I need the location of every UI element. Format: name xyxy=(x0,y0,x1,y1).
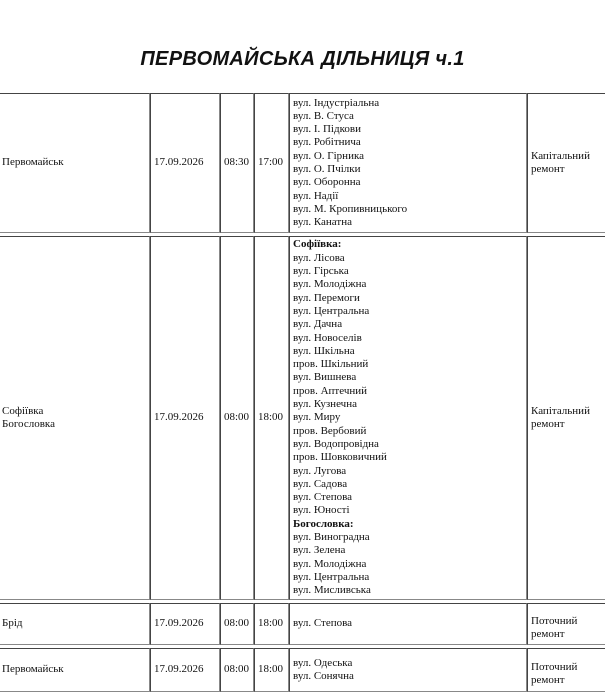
street-item: вул. Оборонна xyxy=(293,176,361,189)
table-row xyxy=(0,236,605,600)
street-item: вул. Вишнева xyxy=(293,371,357,384)
settlement-name: Богословка xyxy=(2,418,55,430)
settlement-name: Брід xyxy=(2,617,23,630)
street-item: вул. Садова xyxy=(293,477,348,490)
street-item: пров. Аптечний xyxy=(293,384,368,397)
settlement-cell xyxy=(0,236,150,600)
streets-cell xyxy=(289,603,527,645)
start-time-cell: 08:00 xyxy=(220,648,254,692)
street-item: вул. Центральна xyxy=(293,570,370,583)
work-type-line: ремонт xyxy=(531,418,565,430)
street-item: вул. Кузнечна xyxy=(293,398,357,411)
street-item: вул. Мисливська xyxy=(293,584,371,597)
work-type-cell xyxy=(527,648,605,692)
end-time-cell: 17:00 xyxy=(254,93,289,233)
street-item: вул. Юності xyxy=(293,504,350,517)
work-type-cell xyxy=(527,236,605,600)
end-time-cell: 18:00 xyxy=(254,236,289,600)
street-item: вул. Сонячна xyxy=(293,670,354,682)
settlement-name: Первомайськ xyxy=(2,156,64,169)
work-type-line: ремонт xyxy=(531,163,565,175)
street-item: вул. Центральна xyxy=(293,304,370,317)
street-item: пров. Вербовий xyxy=(293,424,367,437)
street-item: вул. Робітнича xyxy=(293,136,361,149)
start-time-cell: 08:30 xyxy=(220,93,254,233)
work-type-line: ремонт xyxy=(531,674,565,686)
streets-cell xyxy=(289,648,527,692)
end-time-cell: 18:00 xyxy=(254,603,289,645)
street-item: вул. Виноградна xyxy=(293,531,370,544)
date-cell: 17.09.2026 xyxy=(150,236,220,600)
street-item: вул. Степова xyxy=(293,491,353,504)
work-type-line: ремонт xyxy=(531,628,565,640)
street-item: вул. Гірська xyxy=(293,265,349,278)
work-type-cell xyxy=(527,93,605,233)
table-row xyxy=(0,93,605,233)
street-item: вул. Миру xyxy=(293,411,341,424)
village-heading: Богословка: xyxy=(293,517,354,530)
street-item: вул. Зелена xyxy=(293,544,346,557)
work-type-cell xyxy=(527,603,605,645)
street-item: вул. Молодіжна xyxy=(293,278,367,291)
outage-schedule-table xyxy=(0,93,605,692)
street-item: пров. Шкільний xyxy=(293,358,369,371)
settlement-cell xyxy=(0,93,150,233)
street-item: вул. Лугова xyxy=(293,464,347,477)
streets-cell xyxy=(289,93,527,233)
date-cell: 17.09.2026 xyxy=(150,93,220,233)
start-time-cell: 08:00 xyxy=(220,236,254,600)
street-item: вул. О. Гірника xyxy=(293,149,365,162)
work-type-line: Капітальний xyxy=(531,149,590,162)
work-type-line: Капітальний xyxy=(531,404,590,417)
street-item: пров. Шовковичний xyxy=(293,451,387,464)
date-cell: 17.09.2026 xyxy=(150,648,220,692)
settlement-name: Первомайськ xyxy=(2,663,64,676)
street-item: вул. Лісова xyxy=(293,251,345,264)
street-item: вул. І. Підкови xyxy=(293,123,361,136)
street-item: вул. Дачна xyxy=(293,318,343,331)
work-type-line: Поточний xyxy=(531,660,578,673)
street-item: вул. Новоселів xyxy=(293,331,362,344)
end-time-cell: 18:00 xyxy=(254,648,289,692)
street-item: вул. Степова xyxy=(293,617,353,630)
streets-cell xyxy=(289,236,527,600)
start-time-cell: 08:00 xyxy=(220,603,254,645)
street-item: вул. Надії xyxy=(293,189,339,202)
street-item: вул. Індустріальна xyxy=(293,96,380,109)
settlement-cell xyxy=(0,648,150,692)
street-item: вул. В. Стуса xyxy=(293,109,354,122)
street-item: вул. Молодіжна xyxy=(293,557,367,570)
street-item: вул. Канатна xyxy=(293,216,352,229)
street-item: вул. Водопровідна xyxy=(293,437,379,450)
page-title: ПЕРВОМАЙСЬКА ДІЛЬНИЦЯ ч.1 xyxy=(140,48,465,70)
settlement-cell xyxy=(0,603,150,645)
street-item: вул. М. Кропивницького xyxy=(293,202,408,215)
street-item: вул. О. Пчілки xyxy=(293,163,361,175)
work-type-line: Поточний xyxy=(531,614,578,627)
street-item: вул. Одеська xyxy=(293,656,353,669)
street-item: вул. Шкільна xyxy=(293,344,355,357)
table-row xyxy=(0,603,605,645)
table-row xyxy=(0,648,605,692)
date-cell: 17.09.2026 xyxy=(150,603,220,645)
village-heading: Софіївка: xyxy=(293,238,342,251)
settlement-name: Софіївка xyxy=(2,404,44,417)
street-item: вул. Перемоги xyxy=(293,291,360,304)
